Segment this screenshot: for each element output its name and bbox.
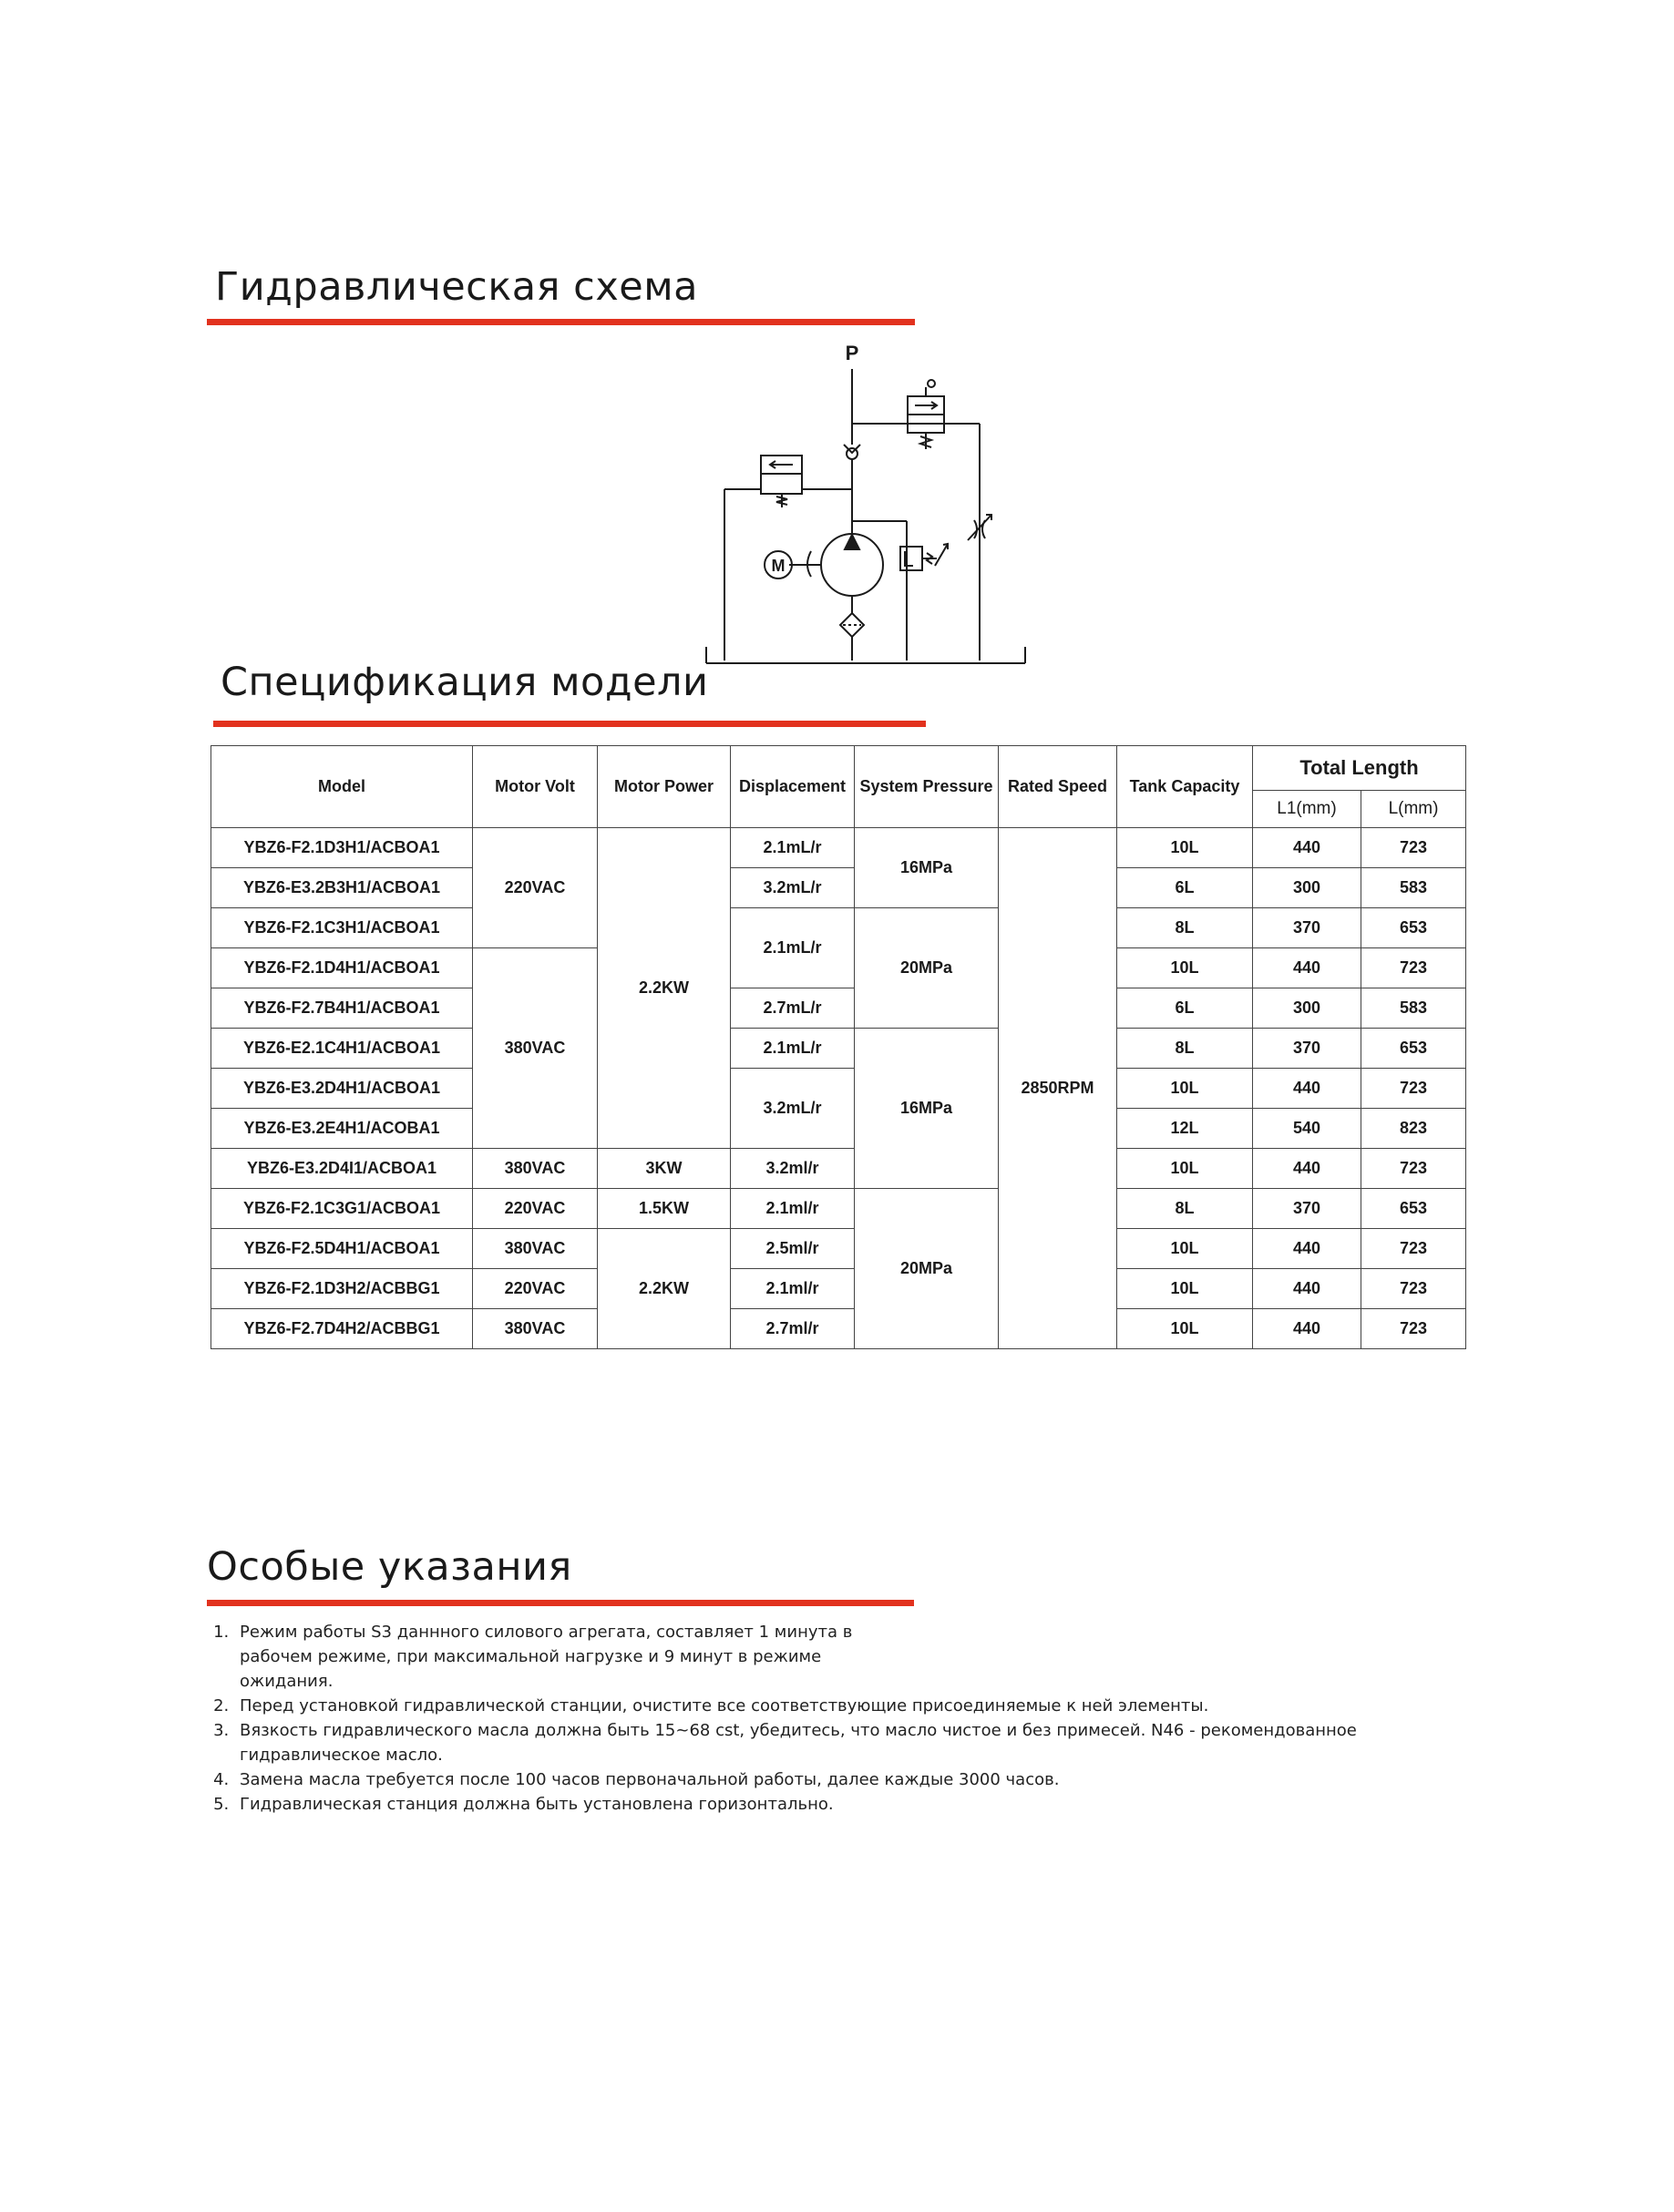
header-l: L(mm)	[1361, 791, 1466, 828]
cell-tank: 10L	[1117, 948, 1253, 988]
list-item: 3. Вязкость гидравлического масла должна быть 15~68 cst, убедитесь, что масло чистое и без примесей. N46 - рекомендованное гидравлическое масло.	[234, 1718, 1361, 1767]
filter-icon	[840, 613, 864, 637]
section-underline	[213, 721, 926, 727]
specification-table	[211, 745, 1466, 1349]
table-row	[211, 1189, 1466, 1229]
cell-motor-volt: 380VAC	[473, 948, 598, 1149]
table-row	[211, 868, 1466, 908]
cell-displacement: 2.7ml/r	[731, 1309, 855, 1349]
cell-model: YBZ6-F2.7B4H1/ACBOA1	[211, 988, 473, 1029]
header-total-length: Total Length	[1253, 746, 1466, 791]
cell-l: 723	[1361, 828, 1466, 868]
table-row	[211, 1029, 1466, 1069]
cell-displacement: 3.2ml/r	[731, 1149, 855, 1189]
cell-system-pressure: 16MPa	[855, 828, 999, 908]
cell-tank: 6L	[1117, 868, 1253, 908]
table-row	[211, 828, 1466, 868]
cell-motor-volt: 220VAC	[473, 1269, 598, 1309]
cell-rated-speed: 2850RPM	[999, 828, 1117, 1349]
cell-displacement: 2.7mL/r	[731, 988, 855, 1029]
cell-system-pressure: 20MPa	[855, 1189, 999, 1349]
table-row	[211, 988, 1466, 1029]
cell-motor-volt: 380VAC	[473, 1149, 598, 1189]
cell-system-pressure: 16MPa	[855, 1029, 999, 1189]
list-item: 5. Гидравлическая станция должна быть установлена горизонтально.	[234, 1792, 1419, 1817]
table-row	[211, 1149, 1466, 1189]
table-header-row	[211, 746, 1466, 791]
cell-model: YBZ6-F2.1D3H2/ACBBG1	[211, 1269, 473, 1309]
table-row	[211, 1269, 1466, 1309]
cell-model: YBZ6-F2.7D4H2/ACBBG1	[211, 1309, 473, 1349]
table-row	[211, 1069, 1466, 1109]
cell-l: 723	[1361, 1229, 1466, 1269]
cell-motor-volt: 380VAC	[473, 1309, 598, 1349]
cell-l1: 370	[1253, 908, 1361, 948]
cell-displacement: 2.1mL/r	[731, 908, 855, 988]
cell-displacement: 2.5ml/r	[731, 1229, 855, 1269]
cell-tank: 10L	[1117, 1269, 1253, 1309]
section-title-special-notes: Особые указания	[207, 1544, 572, 1590]
cell-tank: 8L	[1117, 1029, 1253, 1069]
cell-l: 723	[1361, 1149, 1466, 1189]
header-l1: L1(mm)	[1253, 791, 1361, 828]
cell-l: 653	[1361, 908, 1466, 948]
motor-label: M	[771, 557, 786, 575]
cell-model: YBZ6-E3.2D4H1/ACBOA1	[211, 1069, 473, 1109]
cell-tank: 6L	[1117, 988, 1253, 1029]
cell-displacement: 2.1ml/r	[731, 1189, 855, 1229]
cell-motor-power: 1.5KW	[598, 1189, 731, 1229]
cell-displacement: 3.2mL/r	[731, 1069, 855, 1149]
pump-icon	[789, 534, 883, 596]
cell-tank: 10L	[1117, 828, 1253, 868]
cell-l1: 440	[1253, 1149, 1361, 1189]
table-row	[211, 1309, 1466, 1349]
section-title-hydraulic-scheme: Гидравлическая схема	[215, 264, 699, 310]
hydraulic-circuit-diagram	[702, 342, 1030, 665]
header-rated-speed: Rated Speed	[999, 746, 1117, 828]
cell-l: 583	[1361, 988, 1466, 1029]
cell-model: YBZ6-F2.1C3G1/ACBOA1	[211, 1189, 473, 1229]
cell-motor-volt: 220VAC	[473, 1189, 598, 1229]
port-label-p: P	[845, 342, 859, 364]
list-item: 1. Режим работы S3 даннного силового агрегата, составляет 1 минута в рабочем режиме, при максимальной нагрузке и 9 минут в режиме ожидания.	[234, 1620, 878, 1694]
table-row	[211, 1229, 1466, 1269]
cell-tank: 10L	[1117, 1229, 1253, 1269]
cell-tank: 12L	[1117, 1109, 1253, 1149]
cell-l1: 440	[1253, 1309, 1361, 1349]
cell-l1: 440	[1253, 1269, 1361, 1309]
directional-valve-icon	[908, 380, 944, 449]
cell-model: YBZ6-F2.1D4H1/ACBOA1	[211, 948, 473, 988]
cell-tank: 10L	[1117, 1069, 1253, 1109]
section-underline	[207, 1600, 914, 1606]
table-row	[211, 908, 1466, 948]
header-model: Model	[211, 746, 473, 828]
cell-motor-power: 2.2KW	[598, 828, 731, 1149]
cell-displacement: 2.1ml/r	[731, 1269, 855, 1309]
header-tank-capacity: Tank Capacity	[1117, 746, 1253, 828]
header-displacement: Displacement	[731, 746, 855, 828]
cell-motor-power: 3KW	[598, 1149, 731, 1189]
cell-model: YBZ6-E3.2E4H1/ACOBA1	[211, 1109, 473, 1149]
cell-model: YBZ6-F2.1C3H1/ACBOA1	[211, 908, 473, 948]
cell-l1: 300	[1253, 868, 1361, 908]
cell-model: YBZ6-E3.2D4I1/ACBOA1	[211, 1149, 473, 1189]
cell-l1: 540	[1253, 1109, 1361, 1149]
cell-model: YBZ6-E3.2B3H1/ACBOA1	[211, 868, 473, 908]
cell-tank: 8L	[1117, 1189, 1253, 1229]
header-motor-volt: Motor Volt	[473, 746, 598, 828]
cell-l1: 440	[1253, 828, 1361, 868]
cell-displacement: 2.1mL/r	[731, 828, 855, 868]
cell-l1: 370	[1253, 1029, 1361, 1069]
cell-l: 653	[1361, 1029, 1466, 1069]
cell-model: YBZ6-F2.1D3H1/ACBOA1	[211, 828, 473, 868]
cell-l: 723	[1361, 948, 1466, 988]
cell-tank: 10L	[1117, 1309, 1253, 1349]
cell-model: YBZ6-F2.5D4H1/ACBOA1	[211, 1229, 473, 1269]
notes-list	[207, 1620, 1419, 1817]
cell-l1: 440	[1253, 1229, 1361, 1269]
cell-l: 723	[1361, 1309, 1466, 1349]
cell-model: YBZ6-E2.1C4H1/ACBOA1	[211, 1029, 473, 1069]
cell-l: 583	[1361, 868, 1466, 908]
cell-system-pressure: 20MPa	[855, 908, 999, 1029]
cell-tank: 8L	[1117, 908, 1253, 948]
cell-l: 723	[1361, 1269, 1466, 1309]
cell-l1: 300	[1253, 988, 1361, 1029]
list-item: 2. Перед установкой гидравлической станции, очистите все соответствующие присоединяемые к ней элементы.	[234, 1694, 1419, 1718]
cell-motor-volt: 220VAC	[473, 828, 598, 948]
section-underline	[207, 319, 915, 325]
cell-l1: 440	[1253, 1069, 1361, 1109]
header-system-pressure: System Pressure	[855, 746, 999, 828]
cell-l1: 440	[1253, 948, 1361, 988]
cell-tank: 10L	[1117, 1149, 1253, 1189]
cell-displacement: 2.1mL/r	[731, 1029, 855, 1069]
cell-l: 823	[1361, 1109, 1466, 1149]
cell-l: 723	[1361, 1069, 1466, 1109]
cell-l: 653	[1361, 1189, 1466, 1229]
cell-displacement: 3.2mL/r	[731, 868, 855, 908]
cell-motor-volt: 380VAC	[473, 1229, 598, 1269]
relief-valve-icon	[761, 456, 802, 507]
check-valve-icon	[844, 445, 860, 459]
header-motor-power: Motor Power	[598, 746, 731, 828]
list-item: 4. Замена масла требуется после 100 часов первоначальной работы, далее каждые 3000 часов.	[234, 1767, 1419, 1792]
cell-motor-power: 2.2KW	[598, 1229, 731, 1349]
section-title-model-spec: Спецификация модели	[221, 660, 709, 705]
cell-l1: 370	[1253, 1189, 1361, 1229]
